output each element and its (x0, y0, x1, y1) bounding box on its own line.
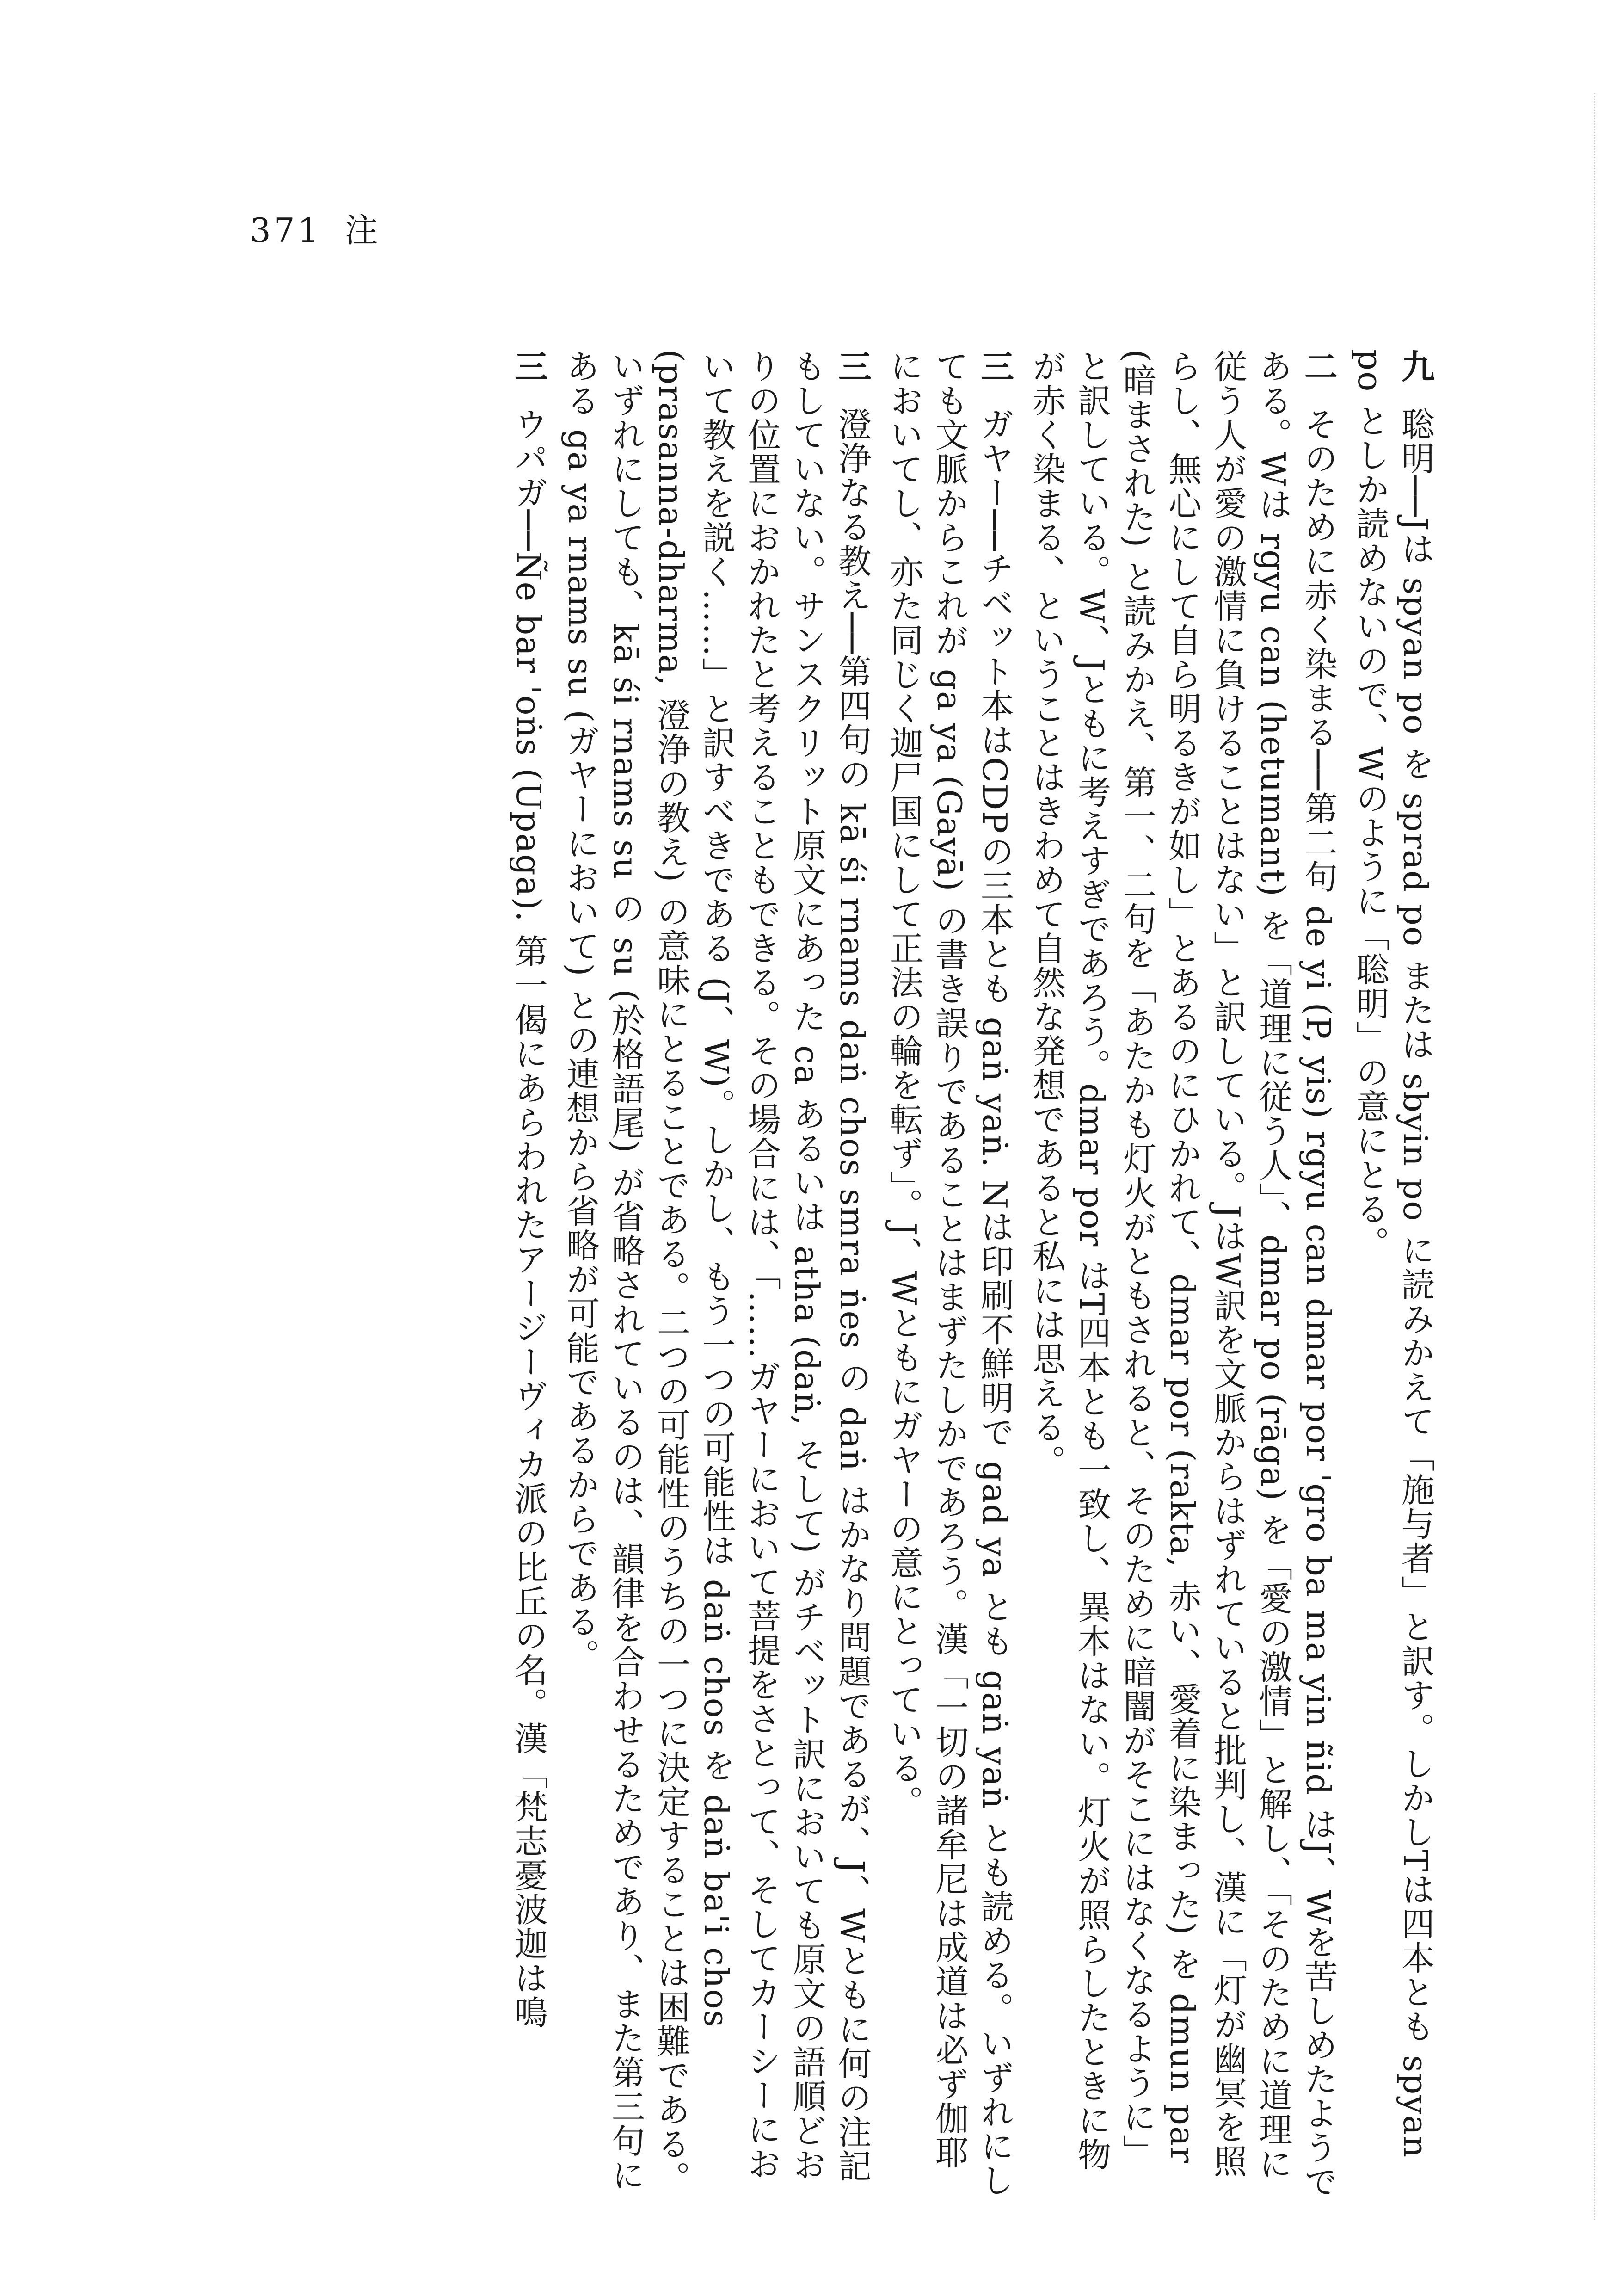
page-header (250, 204, 404, 252)
note-number: 二 (1299, 349, 1338, 383)
page-edge-divider (1592, 93, 1595, 2220)
page-number: 371 (250, 211, 322, 250)
note-item (1347, 349, 1438, 2199)
notes-column (499, 349, 1438, 2199)
note-text: ウパガ──Ñe bar 'oṅs (Upaga). 第一偈にあらわれたアージーヴィカ派の比丘の名。漢「梵志憂波迦は鳴 (509, 407, 548, 2030)
note-item (558, 349, 875, 2199)
note-item (881, 349, 1017, 2199)
note-text: ガヤー──チベット本はCDPの三本とも gaṅ yaṅ. Nは印刷不鮮明で gad ya とも gaṅ yaṅ とも読める。いずれにしても文脈からこれが ga ya (Gayā) の書き誤りであることはまずたしかであろう。漢「一切の諸牟尼は成道は必ず伽耶においてし、亦た同じく迦尸国にして正法の輪を転ず」。J、Wともにガヤーの意にとっている。 (885, 349, 1014, 2198)
note-number: 九 (1396, 349, 1435, 383)
note-text: そのために赤く染まる──第二句 de yi (P, yis) rgyu can dmar por 'gro ba ma yin ñid はJ、Wを苦しめたようである。Wは rgyu can (hetumant) を「道理に従う人」、dmar po (rāga) を「愛の激情」と解し、「そのために道理に従う人が愛の激情に負けることはない」と訳している。JはW訳を文脈からはずれていると批判し、漢に「灯が幽冥を照らし、無心にして自ら明るきが如し」とあるのにひかれて、dmar por (rakta, 赤い、愛着に染まった) を dmun par (暗まされた) と読みかえ、第一、二句を「あたかも灯火がともされると、そのために暗闇がそこにはなくなるように」と訳している。W、Jともに考えすぎであろう。dmar por はT四本とも一致し、異本はない。灯火が照らしたときに物が赤く染まる、ということはきわめて自然な発想であると私には思える。 (1027, 349, 1338, 2199)
note-text: 澄浄なる教え──第四句の kā śi rnams daṅ chos smra ṅes の daṅ はかなり問題であるが、J、Wともに何の注記もしていない。サンスクリット原文にあった ca あるいは atha (daṅ, そして) がチベット訳においても原文の語順どおりの位置におかれたと考えることもできる。その場合には、「……ガヤーにおいて菩提をさとって、そしてカーシーにおいて教えを説く……」と訳すべきである (J、W)。しかし、もう一つの可能性は daṅ chos を daṅ ba'i chos (prasanna-dharma, 澄浄の教え) の意味にとることである。二つの可能性のうちの一つに決定することは困難である。いずれにしても、kā śi rnams su の su (於格語尾) が省略されているのは、韻律を合わせるためであり、また第三句にある ga ya rnams su (ガヤーにおいて) との連想から省略が可能であるからである。 (561, 349, 872, 2196)
note-item (506, 349, 551, 2199)
note-number: 三 (833, 349, 872, 383)
note-number: 三 (975, 349, 1014, 383)
note-text: 聡明──Jは spyan po を sprad po または sbyin po に読みかえて「施与者」と訳す。しかしTは四本とも spyan po としか読めないので、Wのように「聡明」の意にとる。 (1351, 349, 1435, 2159)
section-title: 注 (344, 211, 381, 250)
note-number: 三 (509, 349, 548, 383)
note-item (1024, 349, 1341, 2199)
